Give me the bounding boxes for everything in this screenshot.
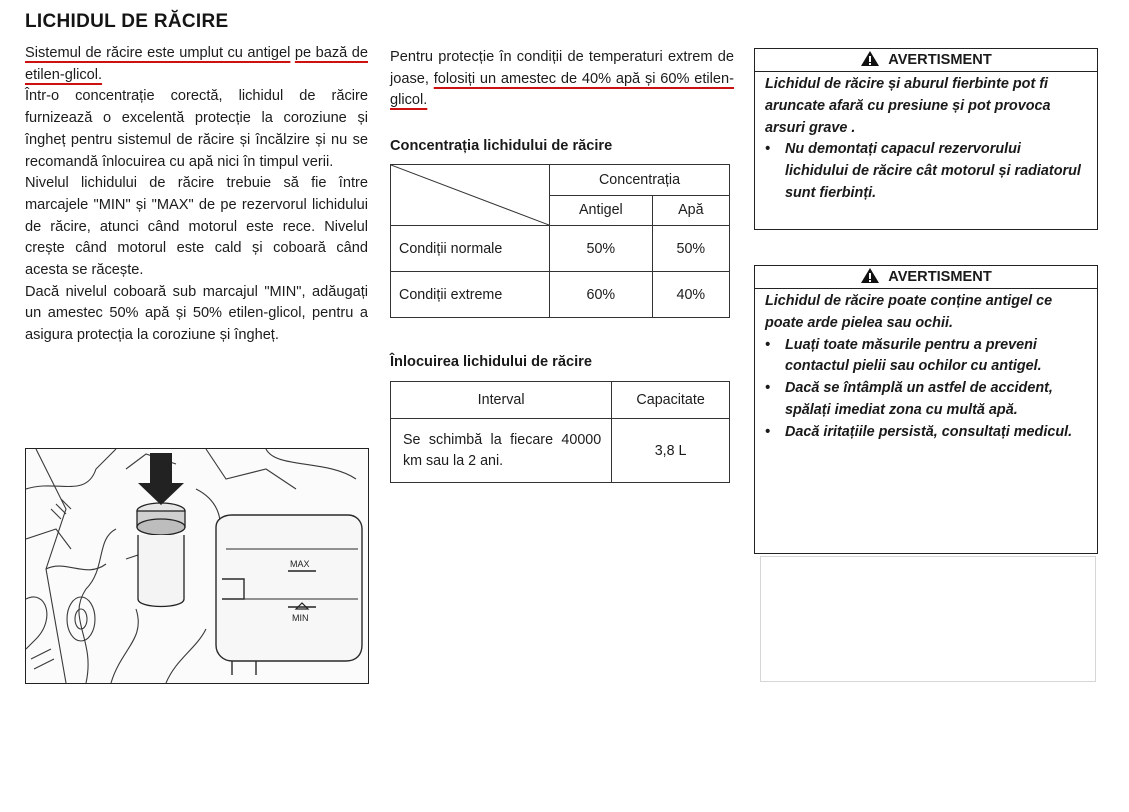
concentration-table <box>390 164 730 318</box>
table-row <box>391 226 730 272</box>
antigel-value: 60% <box>550 272 653 318</box>
paragraph-protection: Într-o concentrație corectă, lichidul de răcire furnizează o excelentă protecție la coroziune și îngheț pentru sistemul de răcire și încălzire și nu se recomandă înlocuirea cu apă nici în timpul verii. <box>25 88 368 170</box>
warning-triangle-icon <box>860 267 880 284</box>
replacement-table <box>390 381 730 483</box>
list-item: • Dacă iritațiile persistă, consultați medicul. <box>765 423 1073 440</box>
coolant-reservoir-figure <box>25 448 369 684</box>
warning-title: AVERTISMENT <box>888 52 992 68</box>
low-temp-paragraph <box>390 47 734 112</box>
capacity-value: 3,8 L <box>612 419 730 483</box>
list-item: • Luați toate măsurile pentru a preveni contactul pielii sau ochilor cu antigel. <box>765 336 1042 375</box>
col-interval-header: Interval <box>391 382 612 419</box>
underlined-sentence-b: pe bază de etilen-glicol. <box>25 45 368 83</box>
low-temp-intro: Pentru protecție în condiții de temperaturi extrem de joase, <box>390 49 734 87</box>
arrow-down-icon <box>138 453 184 505</box>
page-title: LICHIDUL DE RĂCIRE <box>25 11 229 32</box>
underlined-sentence-a: Sistemul de răcire este umplut cu antigel <box>25 45 291 61</box>
max-label: MAX <box>290 559 310 569</box>
warning-box-burns <box>754 48 1098 230</box>
row-label: Condiții extreme <box>391 272 550 318</box>
list-item: • Nu demontați capacul rezervorului lichidului de răcire cât motorul și radiatorul sunt fierbinți. <box>765 141 1081 201</box>
warning-box-antigel <box>754 265 1098 554</box>
warning-text: Lichidul de răcire poate conține antigel ce poate arde pielea sau ochii. <box>765 293 1053 331</box>
warning-header <box>755 49 1097 72</box>
bullet-text: Luați toate măsurile pentru a preveni contactul pielii sau ochilor cu antigel. <box>785 336 1042 375</box>
low-temp-mixture: folosiți un amestec de 40% apă și 60% etilen-glicol. <box>390 70 735 109</box>
bullet-text: Nu demontați capacul rezervorului lichidului de răcire cât motorul și radiatorul sunt fierbinți. <box>785 141 1081 201</box>
warning-triangle-icon <box>860 50 880 67</box>
col-capacity-header: Capacitate <box>612 382 730 419</box>
warning-body <box>755 72 1097 209</box>
column-1-text <box>25 43 368 347</box>
apa-value: 50% <box>652 226 729 272</box>
concentration-group-header: Concentrația <box>550 165 730 196</box>
column-2-text <box>390 47 734 112</box>
warning-header <box>755 266 1097 289</box>
col-antigel-header: Antigel <box>550 195 653 226</box>
list-item: • Dacă se întâmplă un astfel de accident, spălați imediat zona cu multă apă. <box>765 380 1053 418</box>
diagonal-corner-cell <box>391 165 550 226</box>
warning-text: Lichidul de răcire și aburul fierbinte pot fi aruncate afară cu presiune și pot provoca arsuri grave . <box>765 76 1051 136</box>
warning-body <box>755 289 1097 448</box>
min-label: MIN <box>292 613 309 623</box>
col-apa-header: Apă <box>652 195 729 226</box>
warning-title: AVERTISMENT <box>888 269 992 285</box>
concentration-heading: Concentrația lichidului de răcire <box>390 138 613 154</box>
bullet-text: Dacă se întâmplă un astfel de accident, spălați imediat zona cu multă apă. <box>785 380 1053 418</box>
bullet-text: Dacă iritațiile persistă, consultați medicul. <box>785 423 1073 440</box>
paragraph-topup: Dacă nivelul coboară sub marcajul "MIN", adăugați un amestec 50% apă și 50% etilen-glicol, pentru a asigura protecția la coroziune și îngheț. <box>25 283 368 344</box>
intro-paragraph <box>25 43 368 86</box>
antigel-value: 50% <box>550 226 653 272</box>
diagonal-line <box>391 165 549 225</box>
replacement-heading: Înlocuirea lichidului de răcire <box>390 354 592 370</box>
apa-value: 40% <box>652 272 729 318</box>
interval-value: Se schimbă la fiecare 40000 km sau la 2 ani. <box>391 419 612 483</box>
bleed-through-box <box>760 556 1096 682</box>
engine-bay-illustration <box>26 449 368 683</box>
row-label: Condiții normale <box>391 226 550 272</box>
paragraph-level: Nivelul lichidului de răcire trebuie să fie între marcajele "MIN" și "MAX" de pe rezervorul lichidului de răcire, atunci când motorul este rece. Nivelul crește când motorul este cald și coboară când acesta se răcește. <box>25 175 368 279</box>
table-row <box>391 272 730 318</box>
